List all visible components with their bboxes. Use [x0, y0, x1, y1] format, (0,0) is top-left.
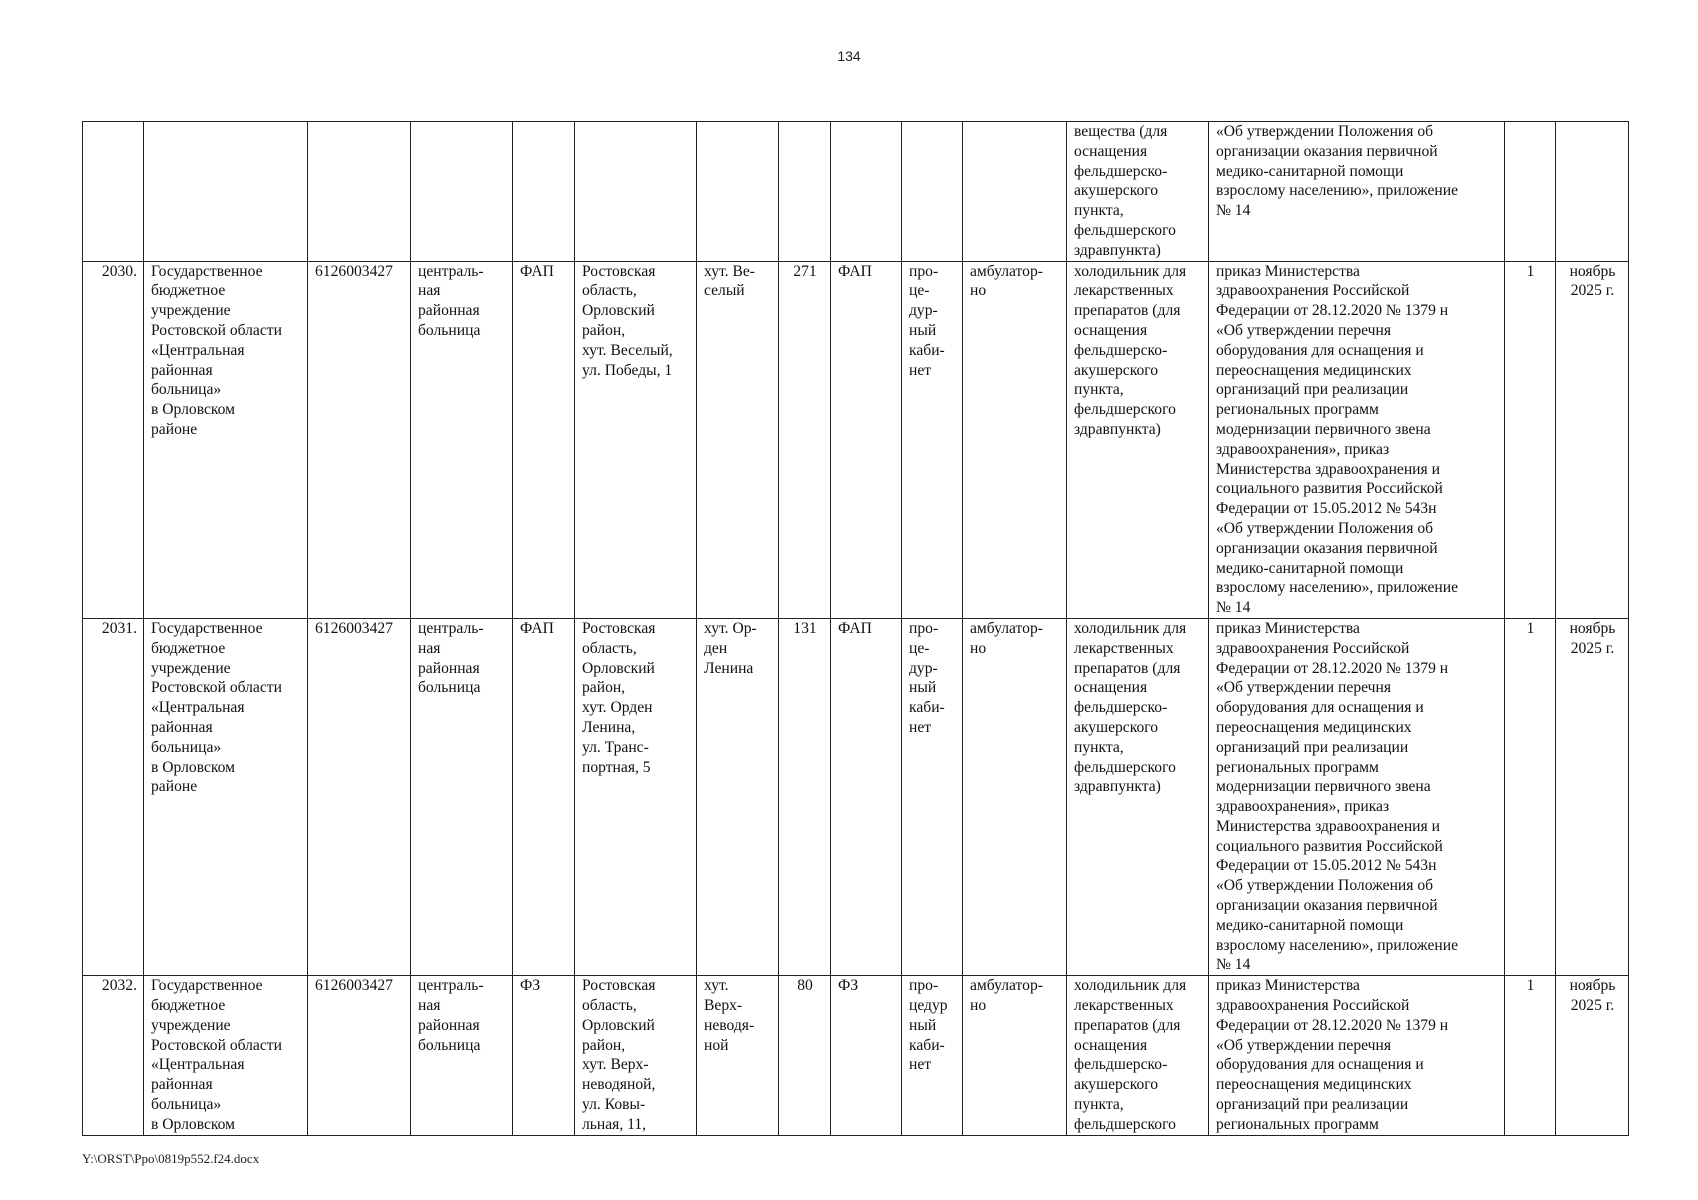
- cell-institution: [144, 122, 308, 262]
- cell-basis: приказ Министерства здравоохранения Российской Федерации от 28.12.2020 № 1379 н «Об утверждении перечня оборудования для оснащения и переоснащения медицинских организаций при реализации региональных программ модернизации первичного звена здравоохранения», приказ Министерства здравоохранения и социального развития Российской Федерации от 15.05.2012 № 543н «Об утверждении Положения об организации оказания первичной медико-санитарной помощи взрослому населению», приложение № 14: [1209, 261, 1505, 618]
- table-row: [83, 618, 1629, 975]
- cell-inn: 6126003427: [308, 976, 411, 1135]
- cell-institution: Государственное бюджетное учреждение Ростовской области «Центральная районная больница» в Орловском: [144, 976, 308, 1135]
- cell-equipment: вещества (для оснащения фельдшерско- акушерского пункта, фельдшерского здравпункта): [1067, 122, 1209, 262]
- cell-deadline: ноябрь 2025 г.: [1556, 261, 1629, 618]
- cell-type: централь- ная районная больница: [411, 618, 513, 975]
- cell-address: [575, 122, 697, 262]
- table-row: [83, 976, 1629, 1135]
- cell-area: 131: [779, 618, 831, 975]
- cell-equipment: холодильник для лекарственных препаратов (для оснащения фельдшерско- акушерского пункта, фельдшерского здравпункта): [1067, 618, 1209, 975]
- cell-qty: 1: [1505, 618, 1556, 975]
- cell-type: [411, 122, 513, 262]
- equipment-table: [82, 121, 1629, 1136]
- cell-unit2: [831, 122, 902, 262]
- cell-unit: ФАП: [513, 261, 575, 618]
- page-number: 134: [837, 48, 861, 64]
- cell-num: 2030.: [83, 261, 144, 618]
- cell-unit2: ФАП: [831, 261, 902, 618]
- cell-num: [83, 122, 144, 262]
- cell-deadline: ноябрь 2025 г.: [1556, 618, 1629, 975]
- cell-deadline: [1556, 122, 1629, 262]
- cell-room: про- цедур ный каби- нет: [902, 976, 963, 1135]
- cell-locality: хут. Верх- неводя- ной: [697, 976, 779, 1135]
- cell-qty: [1505, 122, 1556, 262]
- cell-num: 2031.: [83, 618, 144, 975]
- cell-area: 271: [779, 261, 831, 618]
- cell-unit: ФАП: [513, 618, 575, 975]
- cell-qty: 1: [1505, 261, 1556, 618]
- cell-deadline: ноябрь 2025 г.: [1556, 976, 1629, 1135]
- cell-type: централь- ная районная больница: [411, 261, 513, 618]
- cell-locality: хут. Ор- ден Ленина: [697, 618, 779, 975]
- cell-address: Ростовская область, Орловский район, хут. Орден Ленина, ул. Транс- портная, 5: [575, 618, 697, 975]
- cell-basis: приказ Министерства здравоохранения Российской Федерации от 28.12.2020 № 1379 н «Об утверждении перечня оборудования для оснащения и переоснащения медицинских организаций при реализации региональных программ: [1209, 976, 1505, 1135]
- cell-qty: 1: [1505, 976, 1556, 1135]
- cell-unit: [513, 122, 575, 262]
- cell-inn: 6126003427: [308, 618, 411, 975]
- cell-room: [902, 122, 963, 262]
- cell-inn: [308, 122, 411, 262]
- cell-equipment: холодильник для лекарственных препаратов (для оснащения фельдшерско- акушерского пункта, фельдшерского: [1067, 976, 1209, 1135]
- cell-room: про- це- дур- ный каби- нет: [902, 261, 963, 618]
- cell-area: 80: [779, 976, 831, 1135]
- cell-unit: ФЗ: [513, 976, 575, 1135]
- cell-unit2: ФАП: [831, 618, 902, 975]
- footer-file-path: Y:\ORST\Ppo\0819p552.f24.docx: [82, 1151, 260, 1166]
- cell-type: централь- ная районная больница: [411, 976, 513, 1135]
- table-row: [83, 261, 1629, 618]
- cell-area: [779, 122, 831, 262]
- cell-inn: 6126003427: [308, 261, 411, 618]
- cell-address: Ростовская область, Орловский район, хут. Верх- неводяной, ул. Ковы- льная, 11,: [575, 976, 697, 1135]
- cell-institution: Государственное бюджетное учреждение Ростовской области «Центральная районная больница» в Орловском районе: [144, 261, 308, 618]
- table-row: [83, 122, 1629, 262]
- cell-equipment: холодильник для лекарственных препаратов (для оснащения фельдшерско- акушерского пункта, фельдшерского здравпункта): [1067, 261, 1209, 618]
- cell-mode: амбулатор- но: [963, 976, 1067, 1135]
- cell-institution: Государственное бюджетное учреждение Ростовской области «Центральная районная больница» в Орловском районе: [144, 618, 308, 975]
- cell-room: про- це- дур- ный каби- нет: [902, 618, 963, 975]
- cell-address: Ростовская область, Орловский район, хут. Веселый, ул. Победы, 1: [575, 261, 697, 618]
- cell-basis: «Об утверждении Положения об организации оказания первичной медико-санитарной помощи взрослому населению», приложение № 14: [1209, 122, 1505, 262]
- cell-mode: амбулатор- но: [963, 618, 1067, 975]
- cell-num: 2032.: [83, 976, 144, 1135]
- table-body: [83, 122, 1629, 1136]
- cell-unit2: ФЗ: [831, 976, 902, 1135]
- cell-mode: [963, 122, 1067, 262]
- cell-locality: [697, 122, 779, 262]
- cell-mode: амбулатор- но: [963, 261, 1067, 618]
- cell-basis: приказ Министерства здравоохранения Российской Федерации от 28.12.2020 № 1379 н «Об утверждении перечня оборудования для оснащения и переоснащения медицинских организаций при реализации региональных программ модернизации первичного звена здравоохранения», приказ Министерства здравоохранения и социального развития Российской Федерации от 15.05.2012 № 543н «Об утверждении Положения об организации оказания первичной медико-санитарной помощи взрослому населению», приложение № 14: [1209, 618, 1505, 975]
- cell-locality: хут. Ве- селый: [697, 261, 779, 618]
